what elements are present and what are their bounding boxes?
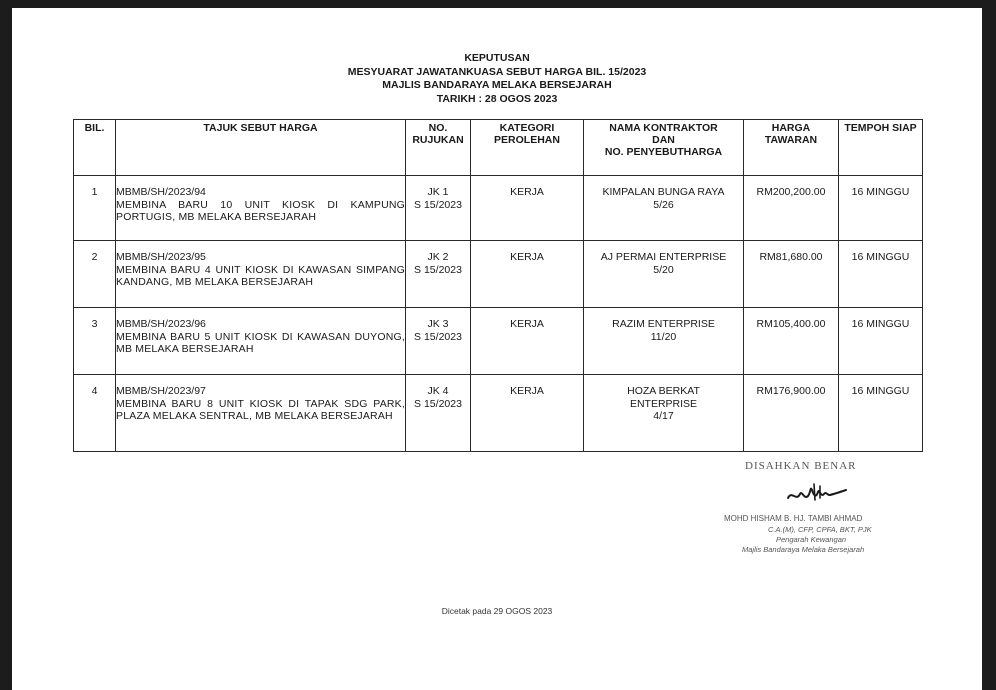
table-row (74, 308, 923, 375)
cell-harga: RM81,680.00 (744, 241, 839, 308)
header-rujukan: NO. RUJUKAN (406, 120, 471, 176)
cell-kategori: KERJA (471, 176, 584, 241)
table-header-row (74, 120, 923, 176)
header-tajuk: TAJUK SEBUT HARGA (116, 120, 406, 176)
signatory-position: Pengarah Kewangan (776, 535, 847, 544)
tajuk-code: MBMB/SH/2023/97 (116, 385, 206, 397)
cell-tempoh: 16 MINGGU (839, 375, 923, 452)
tajuk-title: MEMBINA BARU 5 UNIT KIOSK DI KAWASAN DUYONG, MB MELAKA BERSEJARAH (116, 330, 405, 355)
tajuk-code: MBMB/SH/2023/95 (116, 251, 206, 263)
cell-tajuk (116, 176, 406, 241)
signatory-credentials: C.A.(M), CFP, CPFA, BKT, PJK (768, 525, 872, 534)
document-heading (12, 52, 982, 106)
header-bil: BIL. (74, 120, 116, 176)
table-row (74, 241, 923, 308)
signatory-organization: Majlis Bandaraya Melaka Bersejarah (742, 545, 865, 554)
cell-rujukan: JK 3 S 15/2023 (406, 308, 471, 375)
cell-tajuk (116, 308, 406, 375)
cell-kontraktor: HOZA BERKAT ENTERPRISE 4/17 (584, 375, 744, 452)
cell-tajuk (116, 241, 406, 308)
header-tempoh: TEMPOH SIAP (839, 120, 923, 176)
tajuk-title: MEMBINA BARU 4 UNIT KIOSK DI KAWASAN SIMPANG KANDANG, MB MELAKA BERSEJARAH (116, 263, 405, 288)
cell-rujukan: JK 1 S 15/2023 (406, 176, 471, 241)
cell-rujukan: JK 2 S 15/2023 (406, 241, 471, 308)
disahkan-stamp: DISAHKAN BENAR (745, 460, 857, 472)
tajuk-code: MBMB/SH/2023/96 (116, 318, 206, 330)
cell-harga: RM176,900.00 (744, 375, 839, 452)
header-kontraktor: NAMA KONTRAKTOR DAN NO. PENYEBUTHARGA (584, 120, 744, 176)
signature-scribble (784, 478, 856, 508)
cell-kategori: KERJA (471, 241, 584, 308)
printed-date: Dicetak pada 29 OGOS 2023 (441, 606, 553, 616)
cell-bil: 2 (74, 241, 116, 308)
table-row (74, 375, 923, 452)
cell-harga: RM200,200.00 (744, 176, 839, 241)
document-page (12, 8, 982, 690)
heading-line-tarikh: TARIKH : 28 OGOS 2023 (436, 92, 558, 105)
signatory-name: MOHD HISHAM B. HJ. TAMBI AHMAD (724, 514, 863, 523)
cell-kontraktor: KIMPALAN BUNGA RAYA 5/26 (584, 176, 744, 241)
cell-rujukan: JK 4 S 15/2023 (406, 375, 471, 452)
cell-bil: 4 (74, 375, 116, 452)
heading-line-mesyuarat: MESYUARAT JAWATANKUASA SEBUT HARGA BIL. 15/2023 (347, 65, 647, 78)
cell-tempoh: 16 MINGGU (839, 241, 923, 308)
cell-kontraktor: AJ PERMAI ENTERPRISE 5/20 (584, 241, 744, 308)
tajuk-title: MEMBINA BARU 8 UNIT KIOSK DI TAPAK SDG PARK, PLAZA MELAKA SENTRAL, MB MELAKA BERSEJARAH (116, 397, 405, 422)
cell-tajuk (116, 375, 406, 452)
cell-kategori: KERJA (471, 308, 584, 375)
cell-tempoh: 16 MINGGU (839, 176, 923, 241)
results-table (73, 119, 923, 452)
tajuk-code: MBMB/SH/2023/94 (116, 186, 206, 198)
cell-bil: 1 (74, 176, 116, 241)
heading-line-keputusan: KEPUTUSAN (464, 52, 530, 64)
cell-harga: RM105,400.00 (744, 308, 839, 375)
header-kategori: KATEGORI PEROLEHAN (471, 120, 584, 176)
table-row (74, 176, 923, 241)
cell-kategori: KERJA (471, 375, 584, 452)
cell-tempoh: 16 MINGGU (839, 308, 923, 375)
cell-bil: 3 (74, 308, 116, 375)
header-harga: HARGA TAWARAN (744, 120, 839, 176)
cell-kontraktor: RAZIM ENTERPRISE 11/20 (584, 308, 744, 375)
heading-line-majlis: MAJLIS BANDARAYA MELAKA BERSEJARAH (382, 79, 612, 91)
tajuk-title: MEMBINA BARU 10 UNIT KIOSK DI KAMPUNG PORTUGIS, MB MELAKA BERSEJARAH (116, 198, 405, 223)
